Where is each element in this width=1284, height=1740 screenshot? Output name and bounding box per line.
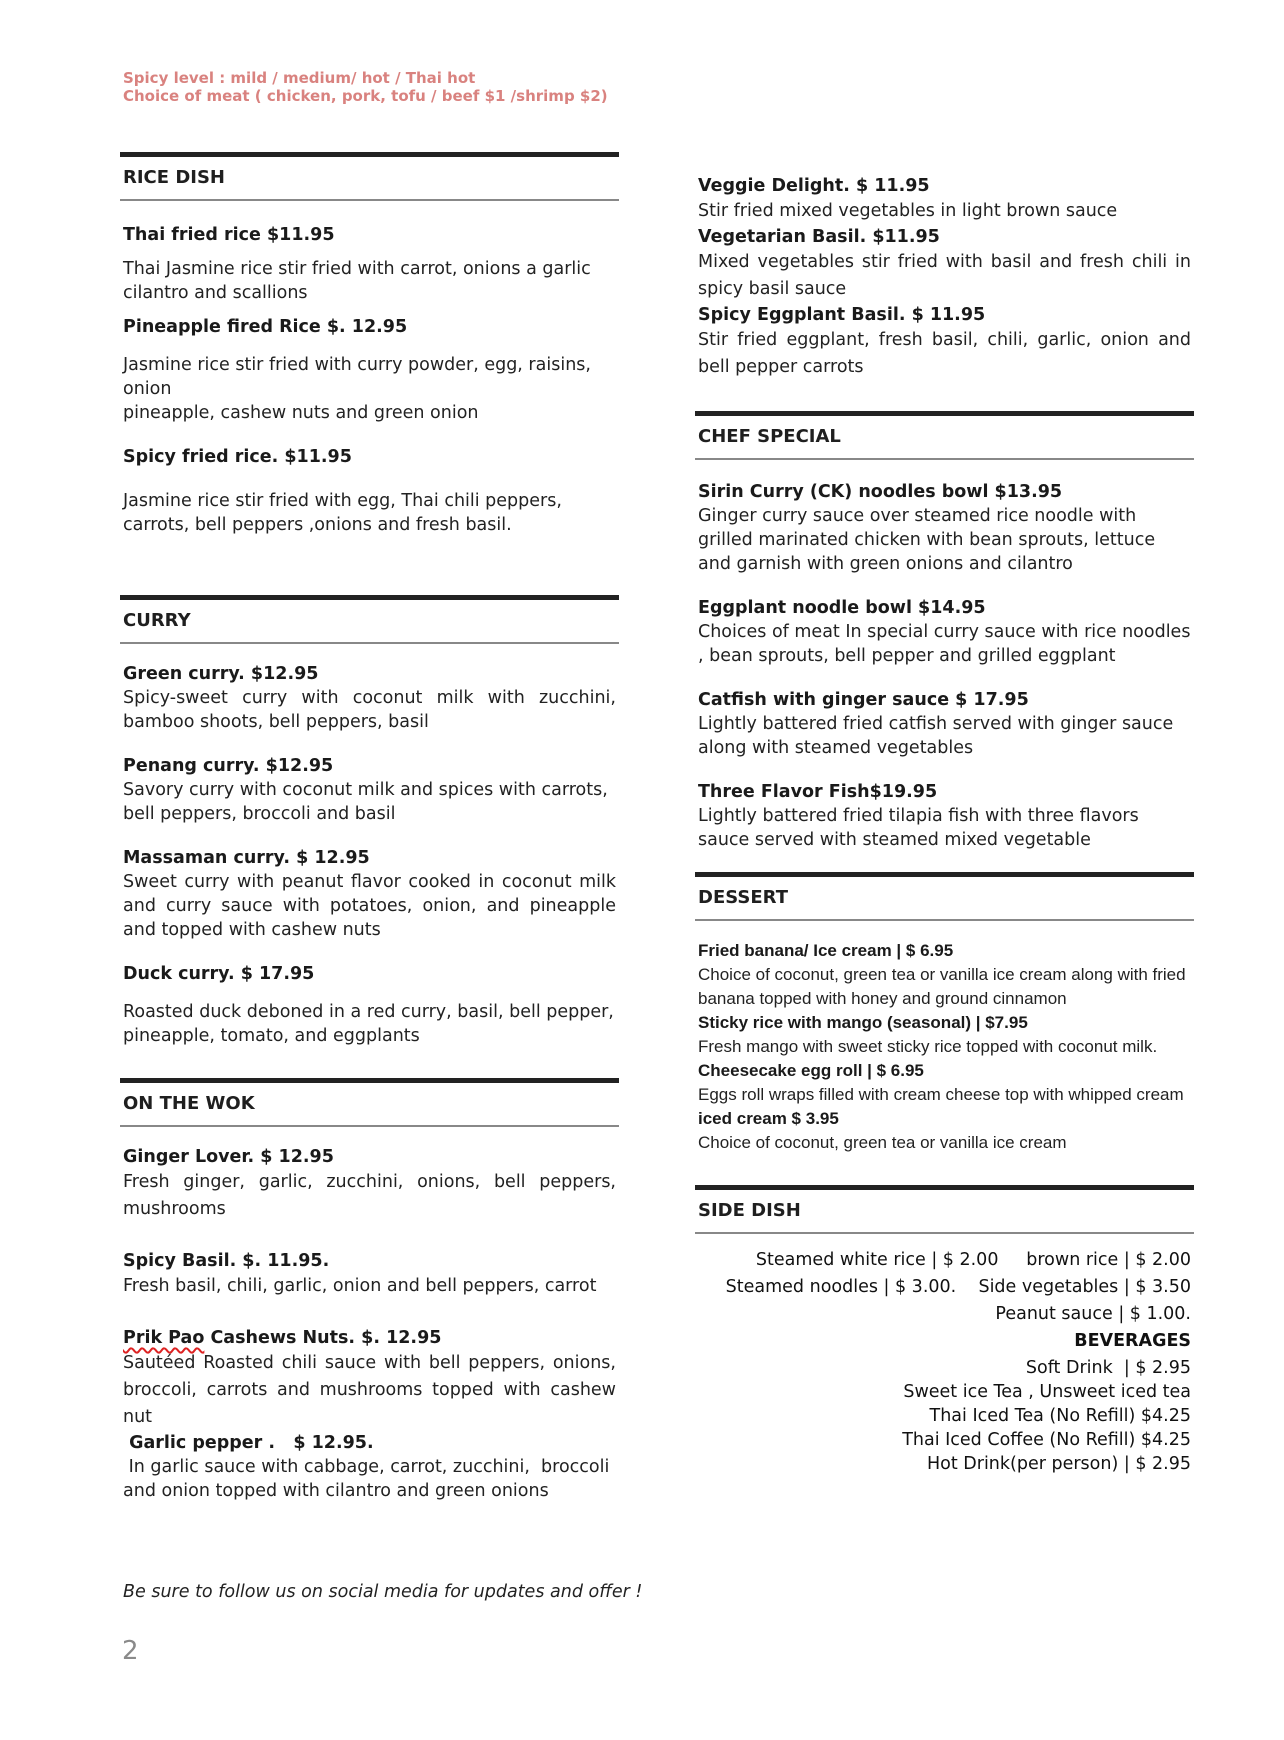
menu-item-name-part: Prik Pao [123,1328,205,1348]
menu-item-desc: Fresh ginger, garlic, zucchini, onions, bell peppers, mushrooms [123,1172,616,1219]
menu-item-name: Ginger Lover. $ 12.95 [123,1147,334,1167]
menu-item-desc: Stir fried mixed vegetables in light brown sauce [698,201,1118,221]
menu-item-name: Duck curry. $ 17.95 [123,964,315,984]
menu-item-desc: Eggs roll wraps filled with cream cheese top with whipped cream [698,1085,1184,1104]
menu-item-desc: Stir fried eggplant, fresh basil, chili, garlic, onion and bell pepper carrots [698,330,1191,377]
section-rule-thin [120,199,619,201]
curry-section [120,595,619,1048]
menu-item-desc: Thai Jasmine rice stir fried with carrot, onions a garlic cilantro and scallions [123,259,591,303]
menu-item-name: Eggplant noodle bowl $14.95 [698,598,986,618]
section-rule-thin [120,642,619,644]
menu-item-name: Massaman curry. $ 12.95 [123,848,370,868]
rice-dish-section [120,152,619,537]
section-rule-thin [120,1125,619,1127]
menu-item-name: Spicy Eggplant Basil. $ 11.95 [698,305,986,325]
menu-item-name-part: Cashews Nuts. $. 12.95 [204,1328,442,1348]
side-dish-line: Steamed white rice | $ 2.00 brown rice | $ 2.00 [755,1250,1191,1270]
menu-item-name: Cheesecake egg roll | $ 6.95 [698,1061,924,1080]
menu-item-name: Vegetarian Basil. $11.95 [698,227,940,247]
side-dish-line: Steamed noodles | $ 3.00. Side vegetables | $ 3.50 [725,1277,1191,1297]
menu-item-name: Sticky rice with mango (seasonal) | $7.95 [698,1013,1028,1032]
side-dish-section [695,1185,1194,1476]
menu-item-desc: Sweet curry with peanut flavor cooked in coconut milk and curry sauce with potatoes, onion, and pineapple and topped with cashew nuts [123,872,616,940]
menu-item-desc: Fresh basil, chili, garlic, onion and bell peppers, carrot [123,1276,597,1296]
meat-choice-note: Choice of meat ( chicken, pork, tofu / beef $1 /shrimp $2) [123,87,608,105]
section-title-side: SIDE DISH [698,1200,801,1221]
vegetarian-section [695,174,1194,381]
menu-item-name: Catfish with ginger sauce $ 17.95 [698,690,1029,710]
chef-special-section [695,411,1194,852]
menu-item-name: Spicy Basil. $. 11.95. [123,1251,330,1271]
menu-item-name: Green curry. $12.95 [123,664,319,684]
menu-item-desc: Savory curry with coconut milk and spices with carrots, bell peppers, broccoli and basil [123,780,608,824]
menu-item-desc: Jasmine rice stir fried with egg, Thai chili peppers, carrots, bell peppers ,onions and fresh basil. [123,491,562,535]
menu-item-desc: Sautéed Roasted chili sauce with bell peppers, onions, broccoli, carrots and mushrooms topped with cashew nut [123,1353,616,1427]
menu-item-desc: Choice of coconut, green tea or vanilla ice cream along with fried banana topped with honey and ground cinnamon [698,965,1186,1008]
section-title-wok: ON THE WOK [123,1093,255,1114]
beverage-line: Thai Iced Coffee (No Refill) $4.25 [902,1430,1191,1450]
menu-item-desc: Roasted duck deboned in a red curry, basil, bell pepper, pineapple, tomato, and eggplants [123,1002,614,1046]
wok-section [120,1078,619,1503]
menu-item-desc: Jasmine rice stir fried with curry powder, egg, raisins, onion [123,355,591,399]
menu-item-desc: Choice of coconut, green tea or vanilla ice cream [698,1133,1067,1152]
menu-item-desc: In garlic sauce with cabbage, carrot, zucchini, broccoli and onion topped with cilantro and green onions [123,1457,615,1501]
menu-item-desc: Ginger curry sauce over steamed rice noodle with grilled marinated chicken with bean sprouts, lettuce and garnish with green onions and cilantro [698,506,1156,574]
menu-item-name: iced cream $ 3.95 [698,1109,839,1128]
section-title-curry: CURRY [123,610,191,631]
section-rule-thin [695,458,1194,460]
section-title-rice: RICE DISH [123,167,225,188]
menu-item-name: Pineapple fired Rice $. 12.95 [123,317,408,337]
menu-item-name [123,1326,616,1350]
menu-item-desc: Fresh mango with sweet sticky rice topped with coconut milk. [698,1037,1158,1056]
spicy-level-note: Spicy level : mild / medium/ hot / Thai hot [123,69,476,87]
menu-item-name: Garlic pepper . $ 12.95. [123,1433,374,1453]
menu-item-name: Spicy fried rice. $11.95 [123,447,352,467]
menu-item-name: Veggie Delight. $ 11.95 [698,176,930,196]
menu-item-name: Sirin Curry (CK) noodles bowl $13.95 [698,482,1063,502]
section-rule-thin [695,919,1194,921]
menu-item-name: Fried banana/ Ice cream | $ 6.95 [698,941,954,960]
section-title-dessert: DESSERT [698,887,788,908]
menu-item-name: Thai fried rice $11.95 [123,225,335,245]
menu-item-name: Three Flavor Fish$19.95 [698,782,938,802]
menu-item-desc: Lightly battered fried tilapia fish with three flavors sauce served with steamed mixed vegetable [698,806,1139,850]
dessert-section [695,872,1194,1155]
side-dish-line: Peanut sauce | $ 1.00. [995,1304,1191,1324]
menu-item-desc: Lightly battered fried catfish served with ginger sauce along with steamed vegetables [698,714,1174,758]
menu-item-desc: Spicy-sweet curry with coconut milk with zucchini, bamboo shoots, bell peppers, basil [123,688,616,732]
beverage-line: Sweet ice Tea , Unsweet iced tea [903,1382,1191,1402]
beverages-title: BEVERAGES [1074,1331,1191,1351]
menu-item-desc: Mixed vegetables stir fried with basil and fresh chili in spicy basil sauce [698,252,1191,299]
beverage-line: Hot Drink(per person) | $ 2.95 [926,1454,1191,1474]
left-column [120,152,619,1503]
beverage-line: Thai Iced Tea (No Refill) $4.25 [929,1406,1191,1426]
page-number: 2 [122,1636,139,1666]
right-column [695,174,1194,1476]
social-media-note: Be sure to follow us on social media for updates and offer ! [123,1582,643,1602]
menu-item-name: Penang curry. $12.95 [123,756,334,776]
menu-item-desc: Choices of meat In special curry sauce with rice noodles , bean sprouts, bell pepper and grilled eggplant [698,622,1191,666]
menu-item-desc: pineapple, cashew nuts and green onion [123,403,479,423]
section-title-chef: CHEF SPECIAL [698,426,841,447]
beverage-line: Soft Drink | $ 2.95 [1025,1358,1191,1378]
